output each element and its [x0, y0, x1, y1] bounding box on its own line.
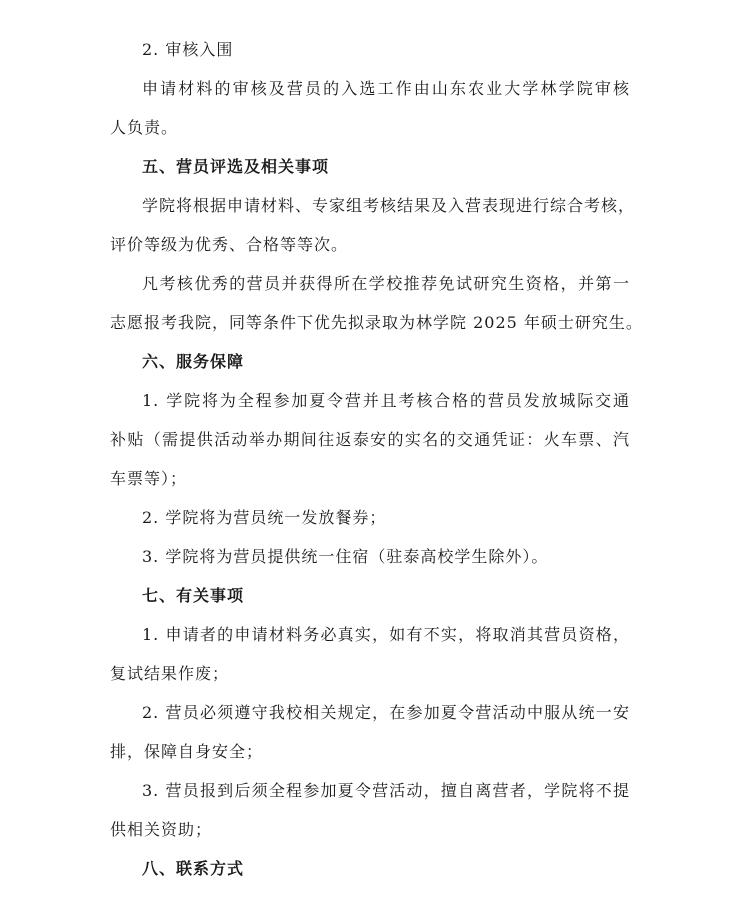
paragraph-line: 评价等级为优秀、合格等等次。	[110, 235, 349, 254]
list-item: 3. 学院将为营员提供统一住宿（驻泰高校学生除外）。	[142, 547, 549, 566]
list-item-line: 2. 营员必须遵守我校相关规定，在参加夏令营活动中服从统一安	[142, 703, 630, 722]
list-item-line: 复试结果作废；	[110, 664, 230, 683]
list-item: 2. 学院将为营员统一发放餐券；	[142, 508, 387, 527]
list-item-line: 排，保障自身安全；	[110, 742, 264, 761]
paragraph-line: 凡考核优秀的营员并获得所在学校推荐免试研究生资格，并第一	[142, 274, 630, 293]
list-item-line: 1. 学院将为全程参加夏令营并且考核合格的营员发放城际交通	[142, 391, 630, 410]
list-item-line: 补贴（需提供活动举办期间往返泰安的实名的交通凭证：火车票、汽	[110, 430, 630, 449]
list-item-line: 供相关资助；	[110, 820, 213, 839]
paragraph-line: 申请材料的审核及营员的入选工作由山东农业大学林学院审核	[142, 79, 630, 98]
section-heading: 六、服务保障	[142, 352, 245, 371]
list-item-line: 车票等）；	[110, 469, 188, 488]
paragraph-line: 志愿报考我院，同等条件下优先拟录取为林学院 2025 年硕士研究生。	[110, 313, 643, 332]
item-title: 2. 审核入围	[142, 40, 234, 59]
section-heading: 五、营员评选及相关事项	[142, 157, 330, 176]
section-heading: 七、有关事项	[142, 586, 245, 605]
paragraph-line: 人负责。	[110, 118, 179, 137]
list-item-line: 3. 营员报到后须全程参加夏令营活动，擅自离营者，学院将不提	[142, 781, 630, 800]
section-heading: 八、联系方式	[142, 859, 245, 878]
list-item-line: 1. 申请者的申请材料务必真实，如有不实，将取消其营员资格，	[142, 625, 630, 644]
paragraph-line: 学院将根据申请材料、专家组考核结果及入营表现进行综合考核，	[142, 196, 636, 215]
